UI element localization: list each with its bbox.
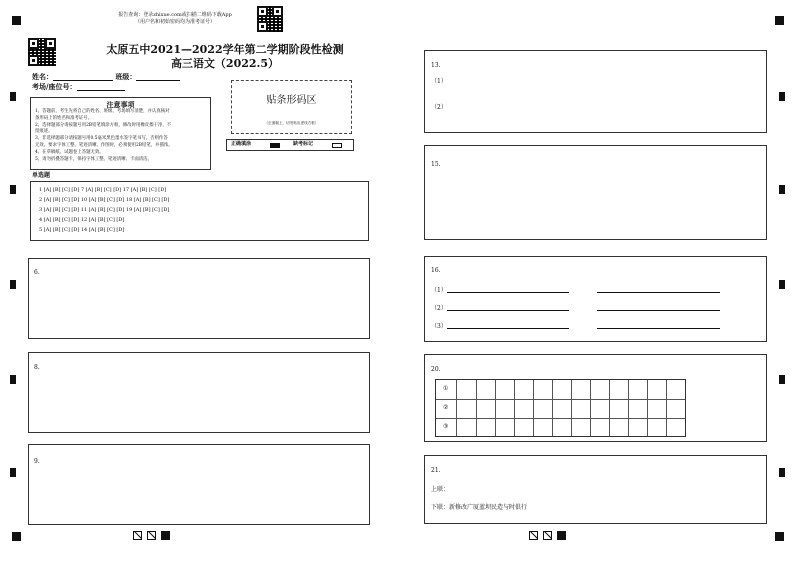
grid-row-label: ② [443, 404, 449, 411]
timing-mark [10, 185, 16, 194]
question-number: 15. [431, 161, 441, 168]
school-title: 太原五中2021—2022学年第二学期阶段性检测 [106, 43, 344, 56]
answer-box-q9[interactable] [28, 444, 370, 525]
barcode-area [231, 80, 352, 134]
page-mark-icon [543, 531, 552, 540]
subject-title: 高三语文（2022.5） [170, 57, 280, 70]
question-number: 16. [431, 267, 441, 274]
corner-mark [775, 532, 784, 541]
answer-box-q15[interactable] [424, 145, 767, 240]
report-query-text: 报告查询：登录zhixue.com或扫描二维码下载App [118, 12, 232, 18]
lower-couplet-text: 下联：新修改广厦蓝坝民造与时俱行 [431, 504, 528, 511]
choice-row[interactable]: 5 [A] [B] [C] [D] 14 [A] [B] [C] [D] [39, 227, 125, 233]
answer-line[interactable] [447, 328, 569, 329]
page-mark-icon [557, 531, 566, 540]
answer-box-q6[interactable] [28, 258, 370, 339]
corner-mark [12, 532, 21, 541]
timing-mark [779, 468, 785, 477]
answer-box-q21[interactable] [424, 455, 767, 524]
choice-row[interactable]: 3 [A] [B] [C] [D] 11 [A] [B] [C] [D] 19 [A] [B] [C] [D] [39, 207, 170, 213]
grid-row-label: ③ [443, 423, 449, 430]
question-number: 9. [34, 458, 40, 465]
filled-box-icon [270, 143, 280, 148]
timing-mark [10, 280, 16, 289]
page-mark-icon [529, 531, 538, 540]
question-number: 6. [34, 269, 40, 276]
writing-grid[interactable] [435, 379, 686, 437]
corner-mark [12, 16, 21, 25]
name-field[interactable]: 姓名： 班级： [32, 72, 180, 81]
notice-box [30, 97, 211, 170]
upper-couplet-label: 上联： [431, 486, 450, 493]
answer-line[interactable] [597, 310, 720, 311]
timing-mark [10, 375, 16, 384]
answer-line[interactable] [447, 310, 569, 311]
page-mark-icon [133, 531, 142, 540]
answer-box-q16[interactable] [424, 256, 767, 342]
answer-line[interactable] [447, 292, 569, 293]
timing-mark [10, 92, 16, 101]
choice-row[interactable]: 2 [A] [B] [C] [D] 10 [A] [B] [C] [D] 18 [A] [B] [C] [D] [39, 197, 170, 203]
question-number: 13. [431, 62, 441, 69]
answer-line[interactable] [597, 292, 720, 293]
part-label: （1） [431, 287, 447, 294]
part-label: （2） [431, 305, 447, 312]
timing-mark [779, 92, 785, 101]
login-hint-text: （用户名和初始密码均为准考证号） [134, 19, 215, 25]
question-number: 21. [431, 467, 441, 474]
timing-mark [779, 375, 785, 384]
page-mark-icon [161, 531, 170, 540]
barcode-note: （正面朝上，切勿贴出虚线方框） [264, 121, 319, 125]
qr-code-icon [257, 6, 283, 32]
part-label: （1） [431, 78, 447, 85]
barcode-title: 贴条形码区 [266, 95, 317, 106]
question-number: 20. [431, 366, 441, 373]
answer-box-q13[interactable] [424, 50, 767, 133]
choice-box [30, 181, 369, 241]
timing-mark [779, 280, 785, 289]
timing-mark [10, 468, 16, 477]
question-number: 8. [34, 364, 40, 371]
choice-section-label: 单选题 [32, 172, 51, 179]
grid-row-label: ① [443, 385, 449, 392]
fill-legend [226, 139, 354, 151]
page-mark-icon [147, 531, 156, 540]
notice-title: 注意事项 [106, 100, 135, 109]
exam-seat-field[interactable]: 考场/座位号： [32, 82, 125, 91]
answer-box-q8[interactable] [28, 352, 370, 433]
part-label: （3） [431, 323, 447, 330]
missing-mark-label: 缺考标记 [293, 141, 314, 147]
choice-row[interactable]: 4 [A] [B] [C] [D] 12 [A] [B] [C] [D] [39, 217, 125, 223]
missing-box[interactable] [332, 143, 342, 148]
qr-code-icon [28, 38, 56, 66]
part-label: （2） [431, 104, 447, 111]
correct-fill-label: 正确填涂 [231, 141, 252, 147]
choice-row[interactable]: 1 [A] [B] [C] [D] 7 [A] [B] [C] [D] 17 [A] [B] [C] [D] [39, 187, 167, 193]
notice-lines: 1、答题前，考生先将自己的姓名、班级、考场填写清楚，并认真核对 条形码上的姓名和准考证号。 2、选择题部分请按题号用2B铅笔填涂方框，修改时用橡皮擦干净，不 留痕迹。 3、非选择题部分请按题号用0.5毫米黑色墨水签字笔书写，否则作答 无效。要求字体工整、笔迹清晰。作图时，必须使用2B铅笔，并描浓。 4、在草稿纸、试题卷上答题无效。 5、请勿折叠答题卡，保持字体工整、笔迹清晰、卡面清洁。 [35, 109, 173, 162]
answer-line[interactable] [597, 328, 720, 329]
corner-mark [775, 16, 784, 25]
timing-mark [779, 185, 785, 194]
